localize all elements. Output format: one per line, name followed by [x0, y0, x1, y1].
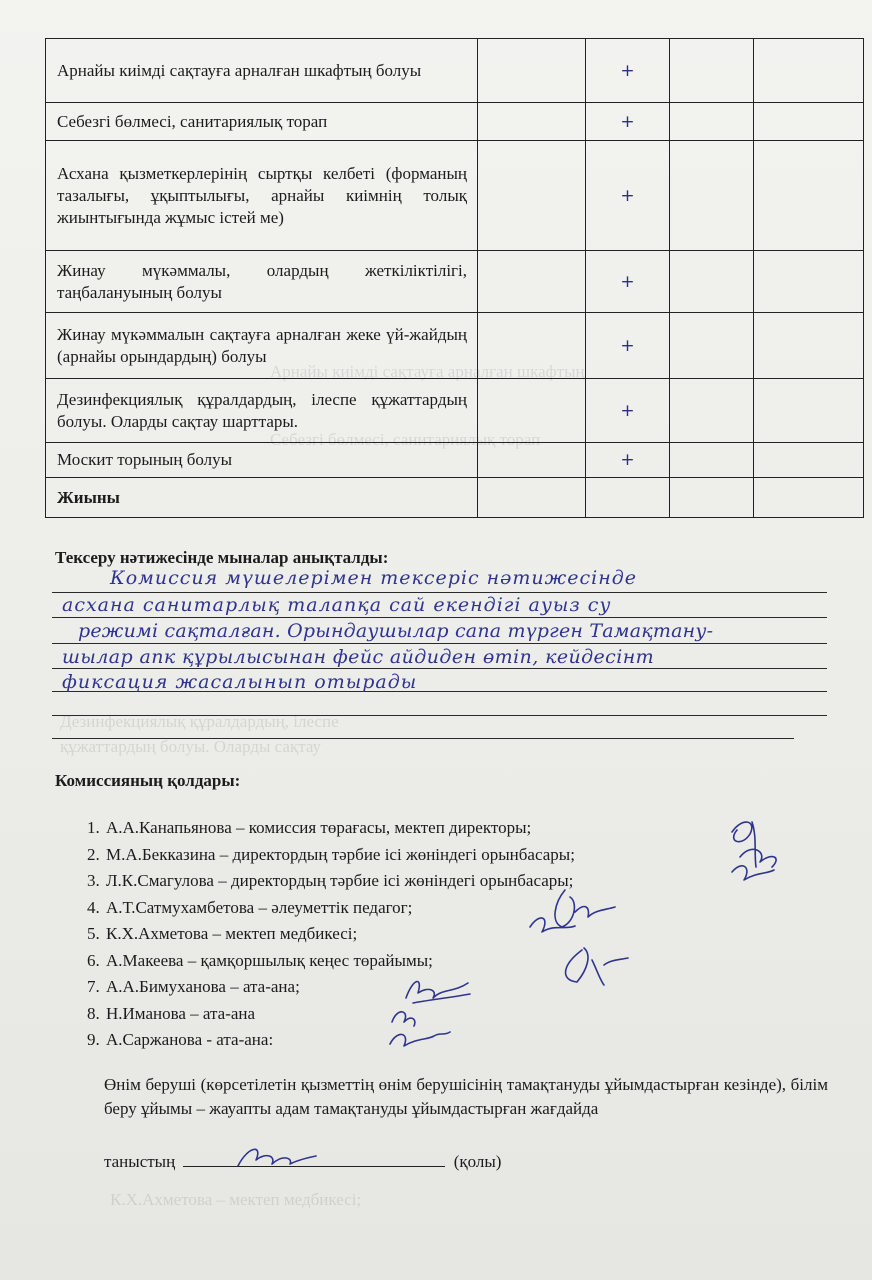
handwritten-line: режимі сақталған. Орындаушылар сапа түрген Тамақтану- [78, 620, 714, 642]
empty-cell [670, 39, 754, 103]
empty-cell [478, 141, 586, 251]
criterion-cell: Дезинфекциялық құралдардың, ілеспе құжаттардың болуы. Оларды сақтау шарттары. [46, 379, 478, 443]
empty-cell [754, 443, 864, 478]
member-item: 9. А.Саржанова - ата-ана: [104, 1027, 575, 1054]
criterion-cell: Москит торының болуы [46, 443, 478, 478]
signature-council [552, 940, 632, 995]
total-label: Жиыны [46, 478, 478, 518]
ruled-line [52, 643, 827, 644]
empty-cell [478, 103, 586, 141]
empty-cell [754, 313, 864, 379]
signature-chair [712, 812, 792, 902]
table-row [46, 251, 864, 313]
ruled-line [52, 738, 794, 739]
empty-cell [670, 313, 754, 379]
check-mark-cell: + [586, 251, 670, 313]
empty-cell [670, 141, 754, 251]
criterion-cell: Жинау мүкәммалын сақтауға арналған жеке үй-жайдың (арнайы орындардың) болуы [46, 313, 478, 379]
empty-cell [670, 443, 754, 478]
ruled-line [52, 592, 827, 593]
empty-cell [478, 39, 586, 103]
handwritten-line: Комиссия мүшелерімен тексеріс нәтижесінде [110, 567, 638, 589]
empty-cell [478, 379, 586, 443]
member-item: 8. Н.Иманова – ата-ана [104, 1001, 575, 1028]
handwritten-line: шылар апк құрылысынан фейс айдиден өтіп, кейдесінт [62, 646, 655, 668]
signature-label: (қолы) [453, 1152, 502, 1171]
member-item: 2. М.А.Бекказина – директордың тәрбие ісі жөніндегі орынбасары; [104, 842, 575, 869]
acquainted-label: таныстың [104, 1152, 176, 1171]
empty-cell [754, 478, 864, 518]
check-mark-cell: + [586, 103, 670, 141]
empty-cell [478, 251, 586, 313]
bleed-through-text: Арнайы киімді сақтауға арналған шкафтың [270, 362, 585, 381]
member-item: 1. А.А.Канапьянова – комиссия төрағасы, мектеп директоры; [104, 815, 575, 842]
empty-cell [670, 478, 754, 518]
member-item: 7. А.А.Бимуханова – ата-ана; [104, 974, 575, 1001]
empty-cell [754, 379, 864, 443]
empty-cell [478, 443, 586, 478]
table-row [46, 443, 864, 478]
provider-paragraph: Өнім беруші (көрсетілетін қызметтің өнім берушісінің тамақтануды ұйымдастырған кезінде), білім беру ұйымы – жауапты адам тамақтануды ұйымдастырған жағдайда [104, 1075, 828, 1118]
table-row [46, 39, 864, 103]
signature-line [183, 1152, 445, 1167]
table-row [46, 313, 864, 379]
empty-cell [754, 141, 864, 251]
check-mark-cell: + [586, 141, 670, 251]
check-mark-cell: + [586, 379, 670, 443]
ruled-line [52, 617, 827, 618]
bleed-through-text: К.Х.Ахметова – мектеп медбикесі; [110, 1190, 362, 1209]
signature-parent-2 [382, 1002, 457, 1057]
check-mark-cell: + [586, 313, 670, 379]
empty-cell [478, 313, 586, 379]
check-mark-cell: + [586, 443, 670, 478]
table-row [46, 379, 864, 443]
handwritten-line: асхана санитарлық талапқа сай екендігі ауыз су [62, 594, 612, 616]
inspection-table [45, 38, 864, 518]
empty-cell [586, 478, 670, 518]
acquainted-signature-row [104, 1152, 501, 1172]
commission-members-list [68, 815, 575, 1054]
member-item: 3. Л.К.Смагулова – директордың тәрбие ісі жөніндегі орынбасары; [104, 868, 575, 895]
member-item: 6. А.Макеева – қамқоршылық кеңес төрайымы; [104, 948, 575, 975]
empty-cell [670, 251, 754, 313]
empty-cell [754, 251, 864, 313]
commission-heading: Комиссияның қолдары: [55, 771, 241, 790]
empty-cell [478, 478, 586, 518]
empty-cell [670, 379, 754, 443]
empty-cell [754, 103, 864, 141]
criterion-cell: Арнайы киімді сақтауға арналған шкафтың болуы [46, 39, 478, 103]
bleed-through-text: құжаттардың болуы. Оларды сақтау [60, 737, 322, 756]
ruled-line [52, 668, 827, 669]
empty-cell [754, 39, 864, 103]
bleed-through-text: Дезинфекциялық құралдардың, ілеспе [60, 712, 339, 731]
empty-cell [670, 103, 754, 141]
criterion-cell: Жинау мүкәммалы, олардың жеткіліктілігі, таңбалануының болуы [46, 251, 478, 313]
member-item: 4. А.Т.Сатмухамбетова – әлеуметтік педагог; [104, 895, 575, 922]
table-row-total [46, 478, 864, 518]
criterion-cell: Себезгі бөлмесі, санитариялық торап [46, 103, 478, 141]
table-row [46, 103, 864, 141]
bleed-through-text: Себезгі бөлмесі, санитариялық торап [270, 430, 541, 449]
check-mark-cell: + [586, 39, 670, 103]
criterion-cell: Асхана қызметкерлерінің сыртқы келбеті (форманың тазалығы, ұқыптылығы, арнайы киімнің толық жиынтығында жұмыс істей ме) [46, 141, 478, 251]
member-item: 5. К.Х.Ахметова – мектеп медбикесі; [104, 921, 575, 948]
handwritten-line: фиксация жасалынып отырады [62, 671, 418, 693]
table-row [46, 141, 864, 251]
findings-heading: Тексеру нәтижесінде мыналар анықталды: [55, 548, 389, 567]
ruled-line [52, 715, 827, 716]
